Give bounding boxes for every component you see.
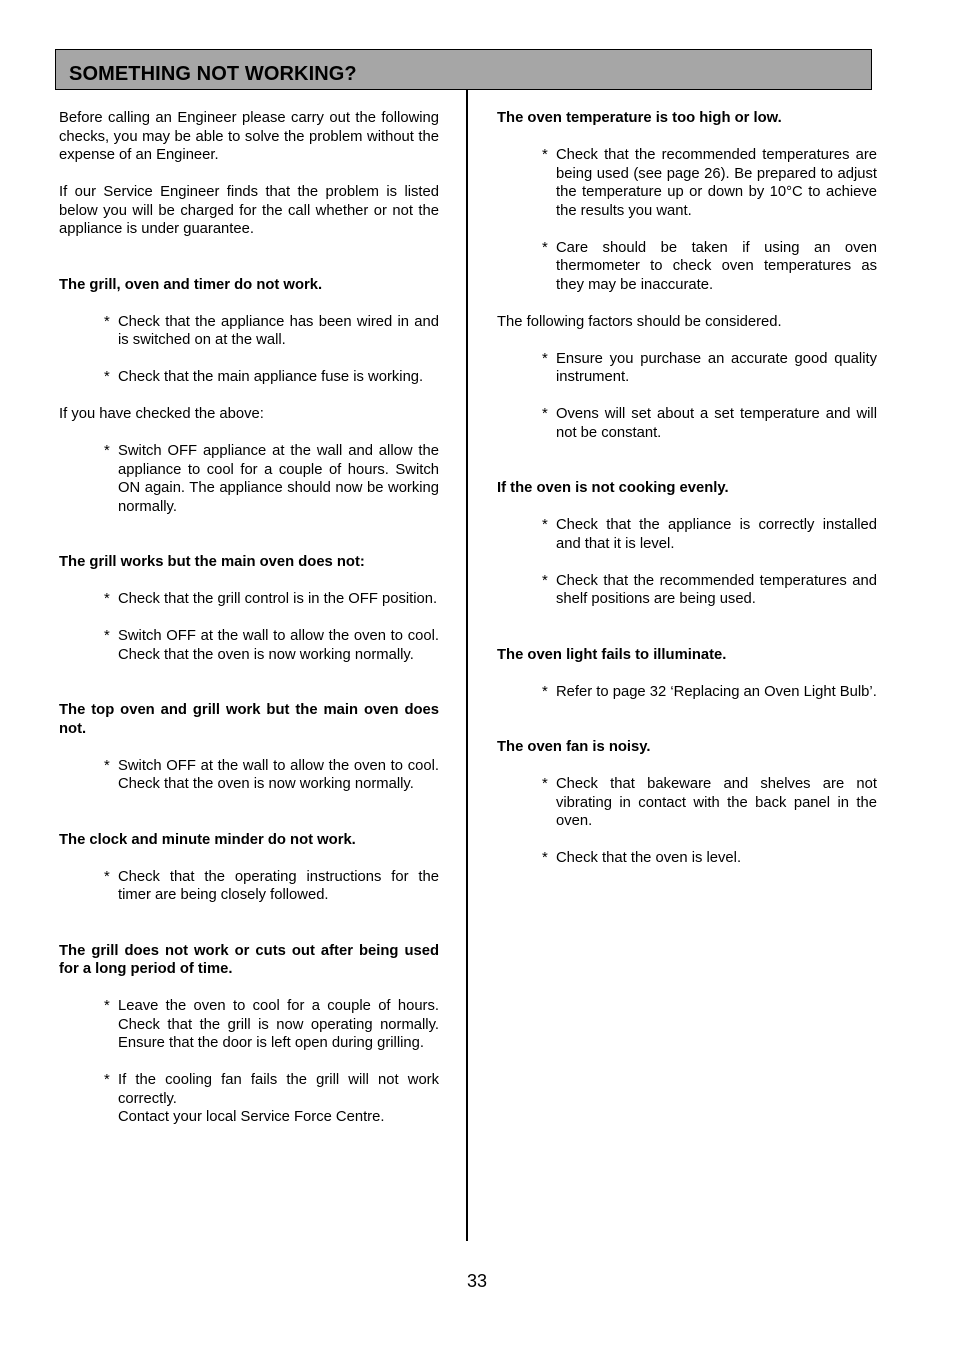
bullet-marker: * bbox=[542, 572, 548, 589]
check-item: * Leave the oven to cool for a couple of hours. Check that the grill is now operating normally. Ensure that the door is left open during grilling. bbox=[104, 998, 439, 1051]
bullet-marker: * bbox=[104, 1072, 110, 1088]
left-column bbox=[59, 109, 439, 1145]
check-item: * Check that the main appliance fuse is working. bbox=[104, 369, 424, 385]
section-heading: The grill works but the main oven does not: bbox=[59, 554, 365, 570]
check-item: * Check that the recommended temperatures are being used (see page 26). Be prepared to adjust the temperature up or down by 10°C to achieve the results you want. bbox=[542, 147, 877, 219]
page-title-bar bbox=[55, 49, 872, 90]
bullet-marker: * bbox=[542, 776, 548, 792]
bullet-marker: * bbox=[542, 683, 548, 700]
bullet-marker: * bbox=[104, 443, 110, 459]
section-heading: The clock and minute minder do not work. bbox=[59, 831, 356, 848]
section-heading: The grill, oven and timer do not work. bbox=[59, 276, 323, 293]
check-item: * Check that the appliance has been wired in and is switched on at the wall. bbox=[104, 313, 439, 348]
check-item: * Check that bakeware and shelves are not vibrating in contact with the back panel in the oven. bbox=[542, 776, 877, 829]
page-number: 33 bbox=[466, 1271, 488, 1291]
guarantee-paragraph: If our Service Engineer finds that the problem is listed below you will be charged for the call whether or not the appliance is under guarantee. bbox=[59, 184, 439, 237]
check-item: * Refer to page 32 ‘Replacing an Oven Light Bulb’. bbox=[542, 683, 877, 700]
check-item: * Ovens will set about a set temperature and will not be constant. bbox=[542, 406, 877, 441]
bullet-marker: * bbox=[542, 517, 548, 533]
bullet-marker: * bbox=[542, 147, 548, 163]
note-text: The following factors should be considered. bbox=[497, 313, 782, 330]
check-item: * Check that the oven is level. bbox=[542, 850, 742, 866]
check-item: * Check that the recommended temperatures and shelf positions are being used. bbox=[542, 572, 877, 607]
bullet-marker: * bbox=[104, 313, 110, 330]
check-item: * If the cooling fan fails the grill will not work correctly. Contact your local Service Force Centre. bbox=[104, 1072, 439, 1125]
bullet-marker: * bbox=[104, 369, 110, 385]
column-divider bbox=[466, 90, 468, 1241]
intro-paragraph: Before calling an Engineer please carry out the following checks, you may be able to solve the problem without the expense of an Engineer. bbox=[59, 110, 439, 163]
check-item: * Check that the grill control is in the OFF position. bbox=[104, 591, 438, 607]
page-title: SOMETHING NOT WORKING? bbox=[69, 63, 357, 85]
check-item: * Switch OFF appliance at the wall and allow the appliance to cool for a couple of hours. Switch ON again. The appliance should now be working normally. bbox=[104, 443, 439, 515]
bullet-marker: * bbox=[542, 239, 548, 256]
section-heading: The oven light fails to illuminate. bbox=[497, 646, 727, 663]
check-item: * Check that the operating instructions for the timer are being closely followed. bbox=[104, 868, 439, 903]
section-heading: If the oven is not cooking evenly. bbox=[497, 480, 729, 496]
bullet-marker: * bbox=[104, 998, 110, 1014]
right-column bbox=[497, 109, 877, 886]
bullet-marker: * bbox=[104, 591, 110, 607]
check-item: * Check that the appliance is correctly installed and that it is level. bbox=[542, 517, 877, 552]
section-heading: The oven fan is noisy. bbox=[497, 739, 651, 755]
bullet-marker: * bbox=[104, 757, 110, 774]
check-item: * Care should be taken if using an oven thermometer to check oven temperatures as they may be inaccurate. bbox=[542, 239, 877, 293]
bullet-marker: * bbox=[542, 350, 548, 367]
check-item: * Ensure you purchase an accurate good quality instrument. bbox=[542, 350, 877, 385]
bullet-marker: * bbox=[104, 628, 110, 644]
section-heading: The top oven and grill work but the main oven does not. bbox=[59, 702, 439, 737]
note-text: If you have checked the above: bbox=[59, 406, 264, 422]
bullet-marker: * bbox=[542, 850, 548, 866]
bullet-marker: * bbox=[104, 868, 110, 885]
check-item: * Switch OFF at the wall to allow the oven to cool. Check that the oven is now working normally. bbox=[104, 757, 439, 792]
section-heading: The oven temperature is too high or low. bbox=[497, 110, 782, 126]
check-item: * Switch OFF at the wall to allow the oven to cool. Check that the oven is now working normally. bbox=[104, 628, 439, 663]
bullet-marker: * bbox=[542, 406, 548, 422]
section-heading: The grill does not work or cuts out after being used for a long period of time. bbox=[59, 942, 439, 977]
